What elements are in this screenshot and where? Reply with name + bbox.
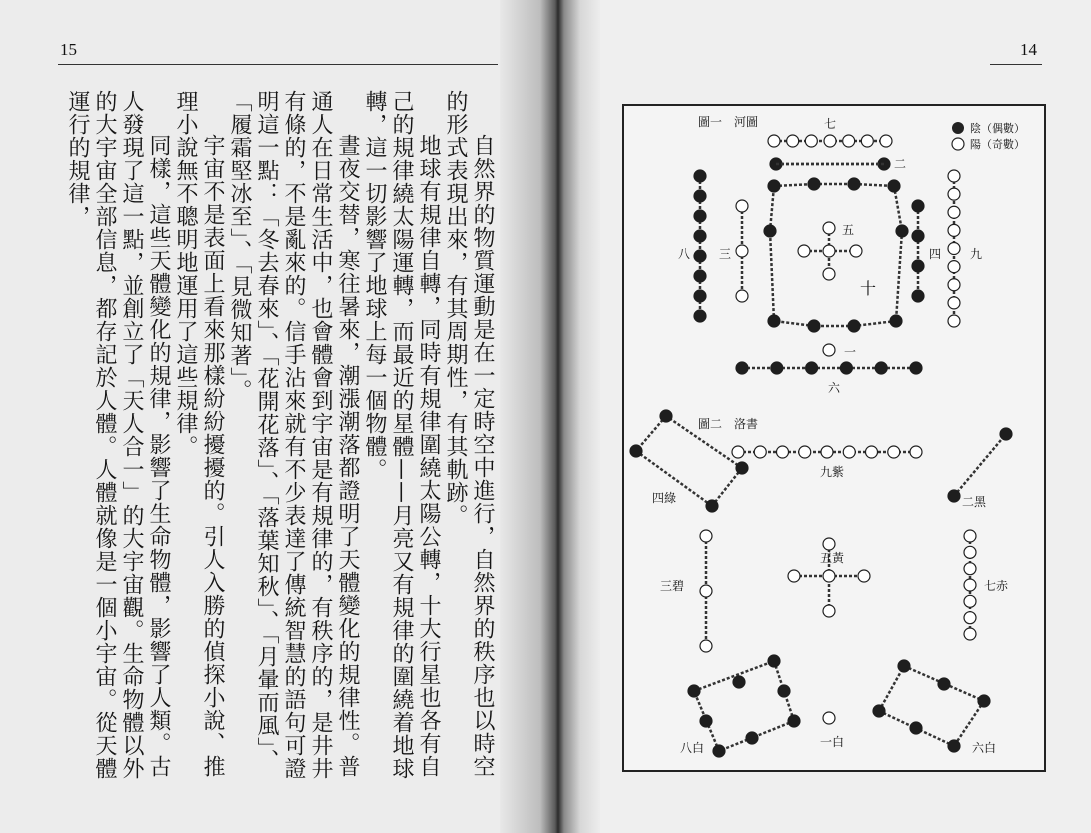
cord-line [954, 434, 1006, 496]
yang-dot [948, 188, 960, 200]
luoshu-star-6: 六白 [972, 741, 997, 755]
yin-dot [806, 362, 818, 374]
cord-line [712, 468, 742, 506]
yang-dot [732, 446, 744, 458]
yang-dot [823, 712, 835, 724]
yin-dot [912, 260, 924, 272]
yang-dot [948, 170, 960, 182]
yin-dot [694, 250, 706, 262]
yin-dot [808, 178, 820, 190]
legend-yang-label: 陽（奇數） [970, 138, 1025, 151]
yang-dot [700, 530, 712, 542]
cord-line [770, 186, 774, 231]
cord-line [896, 231, 902, 321]
legend-yin-label: 陰（偶數） [970, 122, 1025, 135]
page-number-right: 14 [1020, 40, 1037, 59]
hetu-number-4: 四 [929, 247, 942, 261]
yin-dot [898, 660, 910, 672]
yang-dot [843, 446, 855, 458]
yang-dot [823, 222, 835, 234]
yin-dot [912, 230, 924, 242]
luoshu-star-7: 七赤 [984, 579, 1009, 593]
dot-patterns [630, 135, 1012, 757]
yang-dot [736, 290, 748, 302]
yin-dot [700, 715, 712, 727]
cord-line [694, 661, 774, 691]
yang-dot [948, 243, 960, 255]
yang-dot [823, 268, 835, 280]
paragraph: 晝夜交替，寒往暑來，潮漲潮落都證明了天體變化的規律性。普通人在日常生活中，也會體會到宇宙是有規律的，有秩序的，是井井有條的，不是亂來的。信手沾來就有不少表達了傳統智慧的語句可證明這一點：「冬去春來」、「花開花落」、「落葉知秋」、「月暈而風」、「履霜堅冰至」、「見微知著」。 [227, 90, 360, 780]
paragraph: 地球有規律自轉，同時有規律圍繞太陽公轉，十大行星也各有自己的規律繞太陽運轉，而最近的星體——月亮又有規律的圍繞着地球轉，這一切影響了地球上每一個物體。 [362, 90, 441, 780]
yin-dot [688, 685, 700, 697]
yang-dot [799, 446, 811, 458]
yin-dot [912, 290, 924, 302]
yin-dot [694, 290, 706, 302]
yin-dot [736, 362, 748, 374]
yin-dot [808, 320, 820, 332]
yin-dot [1000, 428, 1012, 440]
paragraph: 宇宙不是表面上看來那樣紛紛擾擾的。引人入勝的偵探小說、推理小說無不聰明地運用了這些規律。 [173, 90, 225, 778]
yang-dot [964, 563, 976, 575]
yin-dot [764, 225, 776, 237]
yang-legend-dot [952, 138, 964, 150]
yang-dot [777, 446, 789, 458]
cord-line [879, 666, 904, 711]
yin-dot [948, 740, 960, 752]
yin-dot [978, 695, 990, 707]
yang-dot [823, 605, 835, 617]
yang-dot [964, 628, 976, 640]
yang-dot [910, 446, 922, 458]
page-number-left: 15 [60, 40, 77, 59]
hetu-number-10: 十 [860, 279, 877, 298]
yang-dot [964, 546, 976, 558]
yin-dot [768, 180, 780, 192]
hetu-caption: 圖一 河圖 [698, 115, 759, 129]
yang-dot [824, 135, 836, 147]
hetu-number-9: 九 [970, 247, 983, 261]
yang-dot [821, 446, 833, 458]
hetu-number-7: 七 [824, 117, 837, 131]
yin-dot [706, 500, 718, 512]
yang-dot [858, 570, 870, 582]
yang-dot [964, 595, 976, 607]
yang-dot [700, 640, 712, 652]
yin-dot [694, 230, 706, 242]
yang-dot [768, 135, 780, 147]
yin-dot [910, 362, 922, 374]
yin-dot [890, 315, 902, 327]
yin-legend-dot [952, 122, 964, 134]
yin-dot [912, 200, 924, 212]
yin-dot [896, 225, 908, 237]
cord-line [636, 416, 666, 451]
yang-dot [805, 135, 817, 147]
luoshu-star-8: 八白 [680, 741, 705, 755]
cord-line [894, 186, 902, 231]
yin-dot [713, 745, 725, 757]
hetu-number-3: 三 [719, 247, 732, 261]
yang-dot [948, 206, 960, 218]
luoshu-star-3: 三碧 [660, 579, 685, 593]
yang-dot [948, 261, 960, 273]
yin-dot [630, 445, 642, 457]
hetu-number-6: 六 [828, 381, 841, 395]
yin-dot [875, 362, 887, 374]
yang-dot [787, 135, 799, 147]
yang-dot [880, 135, 892, 147]
yin-dot [733, 676, 745, 688]
yang-dot [823, 245, 835, 257]
yin-dot [888, 180, 900, 192]
yin-dot [848, 320, 860, 332]
yin-dot [938, 678, 950, 690]
paragraph: 自然界的物質運動是在一定時空中進行，自然界的秩序也以時空的形式表現出來，有其周期性，有其軌跡。 [443, 90, 495, 778]
header-rule-right [990, 64, 1042, 65]
paragraph: 同樣，這些天體變化的規律，影響了生命物體，影響了人類。古人發現了這一點，並創立了「天人合一」的大宇宙觀。生命物體以外的大宇宙全部信息，都存記於人體。人體就像是一個小宇宙。從天體運行的規律， [65, 90, 171, 780]
yang-dot [700, 585, 712, 597]
hetu-luoshu-figure [622, 104, 1046, 772]
yang-dot [754, 446, 766, 458]
yin-dot [840, 362, 852, 374]
luoshu-star-2: 二黑 [962, 495, 987, 509]
luoshu-star-4: 四綠 [652, 491, 677, 505]
luoshu-star-1: 一白 [820, 735, 845, 749]
cord-line [770, 231, 774, 321]
yang-dot [736, 245, 748, 257]
hetu-number-5: 五 [842, 223, 855, 237]
yin-dot [694, 170, 706, 182]
yang-dot [823, 344, 835, 356]
yin-dot [768, 655, 780, 667]
yin-dot [788, 715, 800, 727]
hetu-number-8: 八 [678, 247, 691, 261]
hetu-number-1: 一 [844, 345, 857, 359]
yin-dot [778, 685, 790, 697]
yin-dot [948, 490, 960, 502]
yin-dot [736, 462, 748, 474]
cord-line [954, 701, 984, 746]
luoshu-star-9: 九紫 [820, 465, 845, 479]
yang-dot [736, 200, 748, 212]
yang-dot [861, 135, 873, 147]
book-gutter [500, 0, 600, 833]
yin-dot [660, 410, 672, 422]
yang-dot [823, 538, 835, 550]
yang-dot [888, 446, 900, 458]
yang-dot [948, 224, 960, 236]
yang-dot [948, 297, 960, 309]
yin-dot [694, 210, 706, 222]
luoshu-star-5: 五黃 [820, 551, 845, 565]
yang-dot [964, 530, 976, 542]
yin-dot [873, 705, 885, 717]
yin-dot [771, 362, 783, 374]
yang-dot [850, 245, 862, 257]
yang-dot [866, 446, 878, 458]
yang-dot [948, 315, 960, 327]
yin-dot [848, 178, 860, 190]
yang-dot [964, 579, 976, 591]
yang-dot [964, 612, 976, 624]
yin-dot [746, 732, 758, 744]
yang-dot [823, 570, 835, 582]
luoshu-caption: 圖二 洛書 [698, 417, 759, 431]
hetu-number-2: 二 [894, 157, 907, 171]
figure-drawing [624, 106, 1044, 770]
yang-dot [798, 245, 810, 257]
yin-dot [768, 315, 780, 327]
yang-dot [948, 279, 960, 291]
body-text [56, 90, 496, 790]
yin-dot [910, 722, 922, 734]
yang-dot [843, 135, 855, 147]
yin-dot [694, 190, 706, 202]
header-rule-left [58, 64, 498, 65]
yin-dot [694, 310, 706, 322]
yin-dot [694, 270, 706, 282]
yang-dot [788, 570, 800, 582]
